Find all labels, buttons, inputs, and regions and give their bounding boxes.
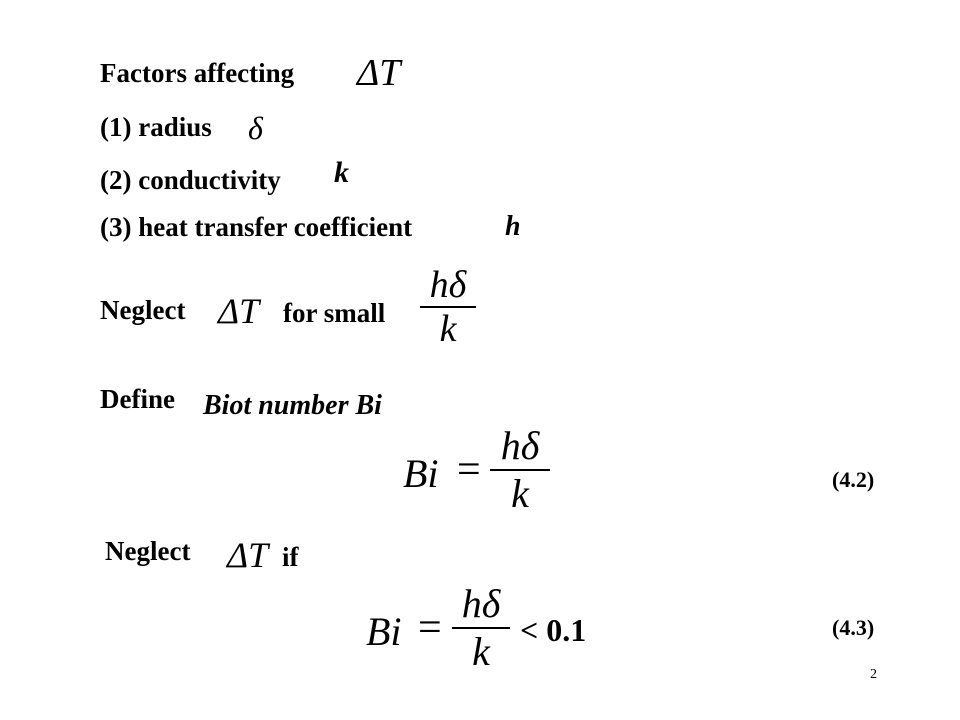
equation-number-4-2: (4.2) [832,467,875,492]
if-label: if [282,542,299,572]
neglect-label-2: Neglect [105,536,191,566]
page-number: 2 [870,667,877,682]
fraction-numerator: hδ [429,264,467,306]
equals-sign: = [457,447,481,493]
fraction-denominator: k [439,308,457,350]
for-small-label: for small [283,298,386,328]
h-symbol: h [505,211,521,242]
define-label: Define [100,384,175,414]
item-radius: (1) radius [100,112,212,142]
fraction-h-delta-over-k [452,581,510,674]
bi-symbol: Bi [366,609,402,654]
condition-less-than: < 0.1 [520,612,587,648]
fraction-h-delta-over-k [420,266,476,348]
delta-t-symbol: ΔT [357,52,401,94]
item-conductivity: (2) conductivity [100,165,281,195]
fraction-denominator: k [511,471,529,516]
equals-sign: = [418,605,442,651]
k-symbol: k [334,156,349,189]
neglect-label: Neglect [100,295,186,325]
fraction-h-delta-over-k [490,423,550,516]
biot-number-label: Biot number Bi [203,390,382,421]
factors-label: Factors affecting [100,58,295,88]
fraction-numerator: hδ [500,423,540,468]
delta-t-symbol: ΔT [227,535,269,575]
item-heat-transfer-coefficient: (3) heat transfer coefficient [100,212,413,242]
fraction-denominator: k [472,629,490,674]
bi-symbol: Bi [403,451,439,496]
fraction-numerator: hδ [461,581,501,626]
equation-number-4-3: (4.3) [832,615,875,640]
delta-t-symbol: ΔT [218,291,260,331]
delta-symbol: δ [248,110,263,146]
